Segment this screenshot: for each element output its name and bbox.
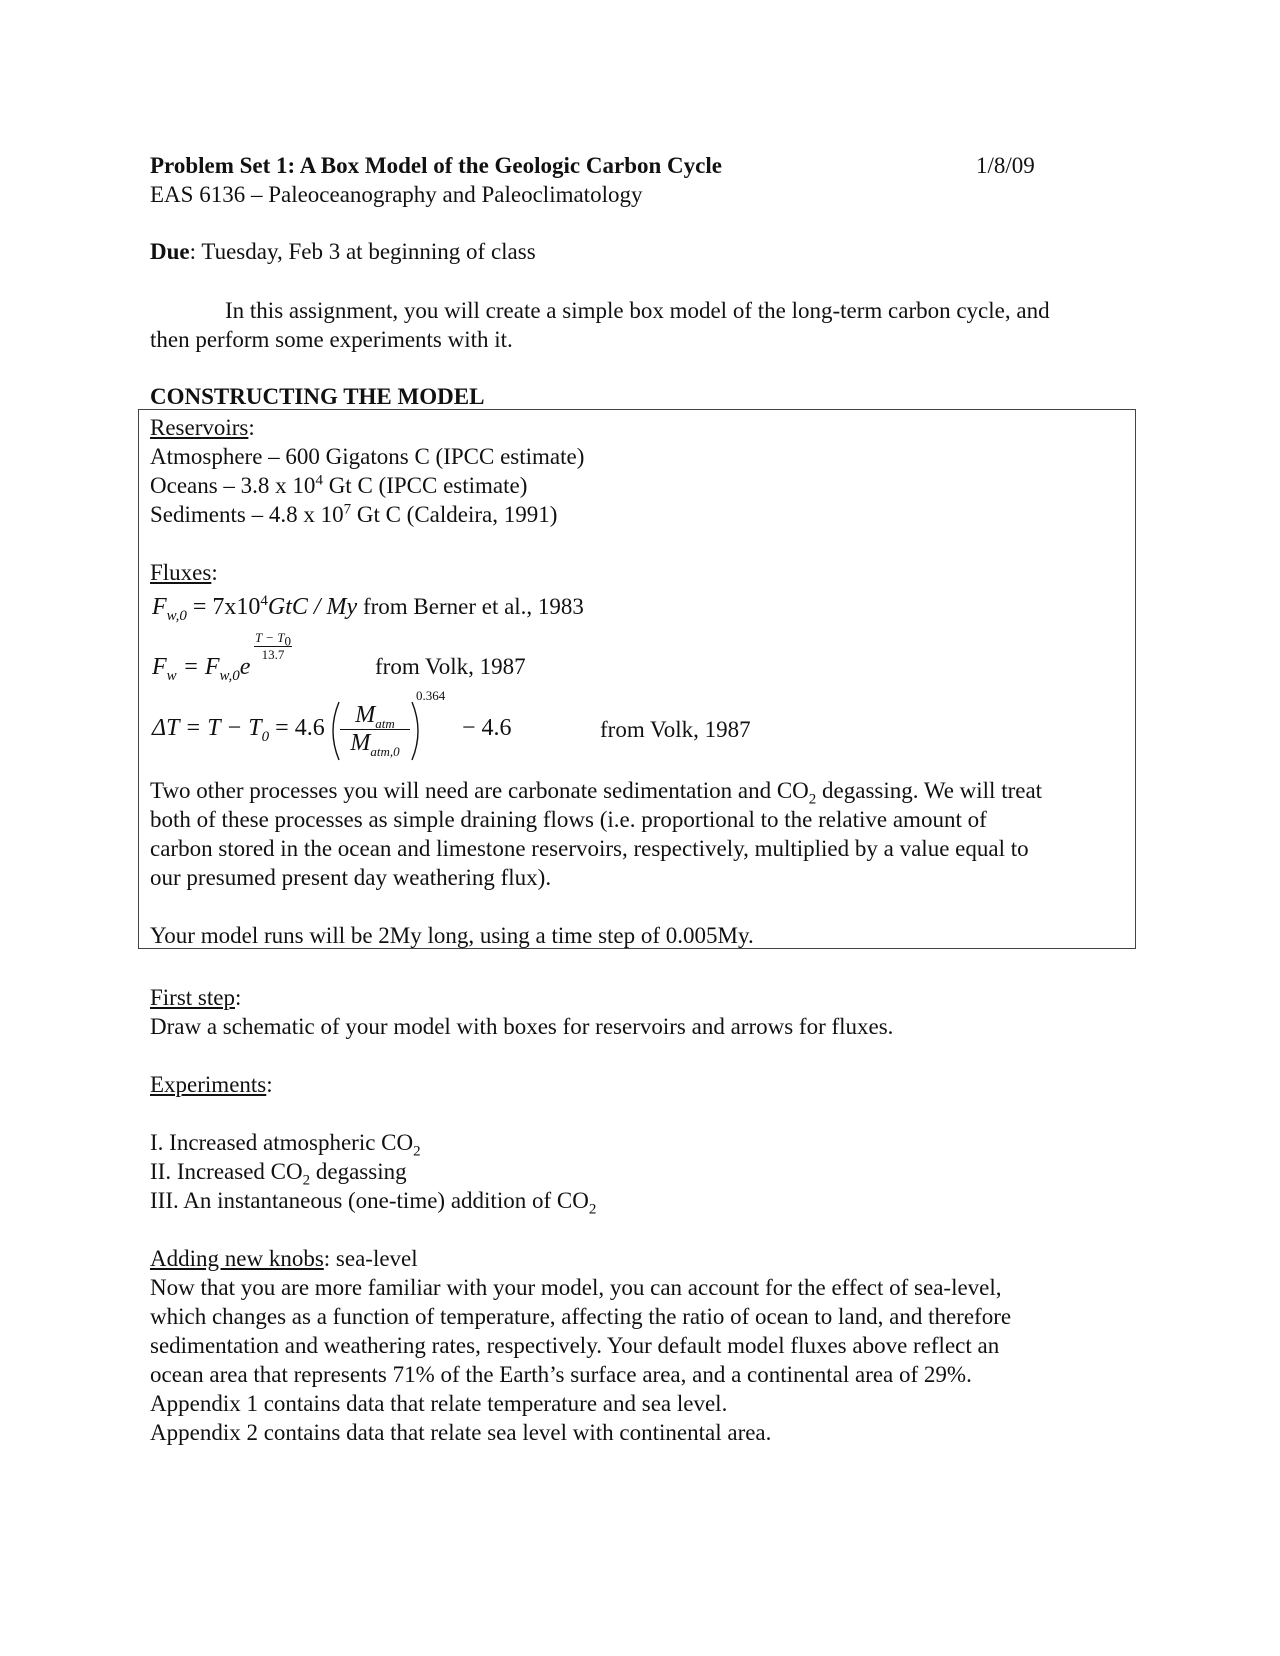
experiment-item-3: III. An instantaneous (one-time) addition of $CO_2$	[150, 1188, 597, 1218]
eq3-exponent: 0.364	[416, 688, 446, 703]
knobs-line-3: sedimentation and weathering rates, respectively. Your default model fluxes above reflect an	[150, 1333, 1000, 1358]
due-line	[150, 237, 536, 266]
knobs-heading: Adding new knobs: sea-level	[150, 1246, 418, 1271]
knobs-line-5: Appendix 1 contains data that relate temperature and sea level.	[150, 1391, 728, 1416]
reservoir-oceans: Oceans – 3.8 x $10^4$ Gt C (IPCC estimate)	[150, 472, 528, 498]
section-heading: CONSTRUCTING THE MODEL	[150, 384, 485, 409]
equation-weathering-flux-base: $F_{w,0} = 7x10^4GtC / My$ from Berner et al., 1983	[152, 593, 584, 624]
experiments-heading: Experiments:	[150, 1072, 273, 1097]
experiment-item-2: II. Increased $CO_2$ degassing	[150, 1159, 407, 1189]
reservoirs-label: Reservoirs	[150, 415, 249, 440]
intro-line-2: then perform some experiments with it.	[150, 327, 513, 352]
first-step-heading: First step:	[150, 985, 242, 1010]
processes-line-2: both of these processes as simple draining flows (i.e. proportional to the relative amount of	[150, 807, 987, 832]
processes-line-3: carbon stored in the ocean and limestone reservoirs, respectively, multiplied by a value equal to	[150, 836, 1029, 861]
problem-set-title: Problem Set 1: A Box Model of the Geologic Carbon Cycle	[150, 153, 722, 178]
document-date: 1/8/09	[976, 153, 1035, 178]
reservoirs-heading: Reservoirs:	[150, 415, 255, 440]
due-text: : Tuesday, Feb 3 at beginning of class	[189, 239, 536, 264]
course-name: EAS 6136 – Paleoceanography and Paleoclimatology	[150, 182, 643, 207]
experiment-item-1: I. Increased atmospheric $CO_2$	[150, 1130, 421, 1160]
processes-line-1: Two other processes you will need are carbonate sedimentation and $CO_2$ degassing. We will treat	[150, 778, 1043, 808]
intro-line-1: In this assignment, you will create a simple box model of the long-term carbon cycle, and	[225, 298, 1050, 323]
processes-line-4: our presumed present day weathering flux).	[150, 865, 552, 890]
eq3-tail: − 4.6	[462, 715, 512, 741]
eq3-fraction: $M_{atm}$ $M_{atm,0}$	[340, 702, 410, 757]
right-paren	[409, 700, 427, 762]
knobs-line-1: Now that you are more familiar with your model, you can account for the effect of sea-level,	[150, 1275, 1002, 1300]
model-runs-text: Your model runs will be 2My long, using a time step of 0.005My.	[150, 923, 754, 948]
eq2-source: from Volk, 1987	[375, 654, 526, 679]
eq3-source: from Volk, 1987	[600, 717, 751, 742]
fluxes-label: Fluxes	[150, 560, 212, 585]
eq2-exponent: $T - T_0$ 13.7	[255, 630, 291, 662]
first-step-text: Draw a schematic of your model with boxes for reservoirs and arrows for fluxes.	[150, 1014, 894, 1039]
fluxes-heading: Fluxes:	[150, 560, 218, 585]
knobs-line-6: Appendix 2 contains data that relate sea level with continental area.	[150, 1420, 772, 1445]
knobs-line-4: ocean area that represents 71% of the Earth’s surface area, and a continental area of 29%.	[150, 1362, 972, 1387]
reservoir-atmosphere: Atmosphere – 600 Gigatons C (IPCC estimate)	[150, 444, 585, 469]
due-label: Due	[150, 239, 190, 264]
equation-temperature: $\Delta T = T - T_0 = 4.6$ $M_{atm}$ $M_{atm,0}$ 0.364 − 4.6 from Volk, 1987	[152, 688, 852, 768]
knobs-line-2: which changes as a function of temperature, affecting the ratio of ocean to land, and therefore	[150, 1304, 1012, 1329]
eq2-body: $F_w = F_{w,0}e$	[152, 654, 251, 684]
reservoir-sediments: Sediments – 4.8 x $10^7$ Gt C (Caldeira, 1991)	[150, 501, 558, 527]
